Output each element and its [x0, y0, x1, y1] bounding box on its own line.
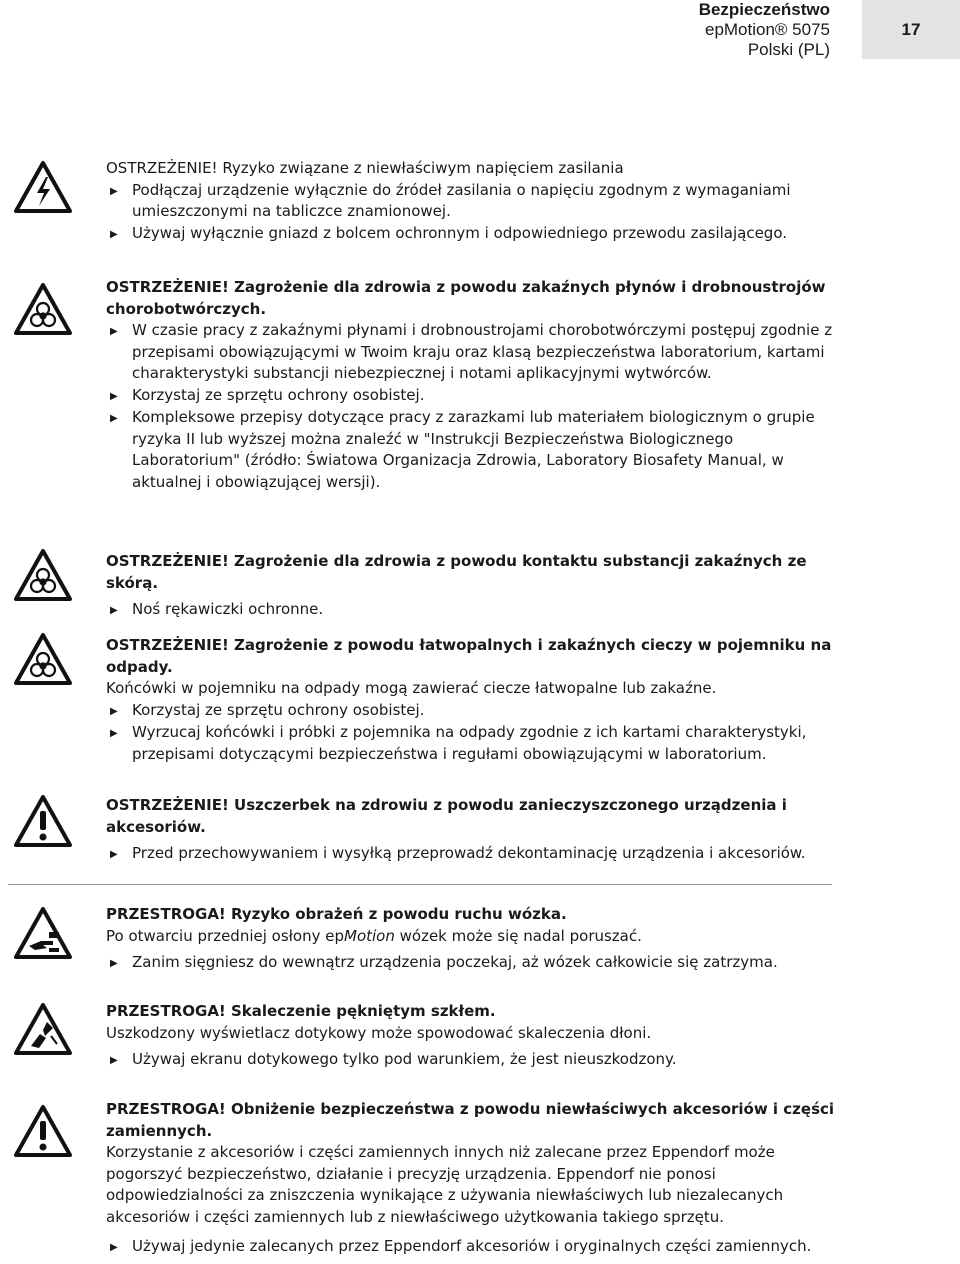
bullet-arrow-icon: ▶ — [110, 605, 118, 616]
list-item: ▶ Używaj ekranu dotykowego tylko pod warunkiem, że jest nieuszkodzony. — [106, 1049, 836, 1072]
general-warning-icon — [13, 794, 73, 848]
caution-title: PRZESTROGA! Skaleczenie pękniętym szkłem. — [106, 1002, 496, 1020]
biohazard-icon — [13, 632, 73, 686]
bullet-arrow-icon: ▶ — [110, 728, 118, 739]
warning-block — [106, 795, 836, 866]
list-item: ▶ Noś rękawiczki ochronne. — [106, 599, 836, 622]
bullet-arrow-icon: ▶ — [110, 413, 118, 424]
cut-glass-icon — [13, 1002, 73, 1056]
caution-block — [106, 1099, 836, 1259]
caution-description: Korzystanie z akcesoriów i części zamiennych innych niż zalecane przez Eppendorf może pogorszyć bezpieczeństwo, działanie i precyzję urządzenia. Eppendorf nie ponosi odpowiedzialności za zniszczenia wynikające z używania niewłaściwych lub niezalecanych akcesoriów i części zamiennych lub z niewłaściwego użytkowania takiego sprzętu. — [106, 1143, 784, 1226]
general-warning-icon — [13, 1104, 73, 1158]
hand-crush-icon — [13, 906, 73, 960]
warning-block — [106, 635, 836, 765]
bullet-arrow-icon: ▶ — [110, 849, 118, 860]
page-number: 17 — [862, 0, 960, 59]
biohazard-icon — [13, 548, 73, 602]
warning-title: OSTRZEŻENIE! Zagrożenie dla zdrowia z powodu zakaźnych płynów i drobnoustrojów chorobotwórczych. — [106, 278, 826, 318]
page-header — [699, 0, 830, 60]
list-item: ▶ W czasie pracy z zakaźnymi płynami i drobnoustrojami chorobotwórczymi postępuj zgodnie z przepisami obowiązującymi w Twoim kraju oraz klasą bezpieczeństwa laboratorium, kartami charakterystyki substancji niebezpiecznej i notami aplikacyjnymi wytwórców. — [106, 320, 836, 385]
section-divider — [8, 884, 832, 885]
caution-title: PRZESTROGA! Ryzyko obrażeń z powodu ruchu wózka. — [106, 905, 567, 923]
biohazard-icon — [13, 282, 73, 336]
language-label: Polski (PL) — [747, 40, 830, 59]
list-item: ▶ Zanim sięgniesz do wewnątrz urządzenia poczekaj, aż wózek całkowicie się zatrzyma. — [106, 952, 836, 975]
list-item: ▶ Kompleksowe przepisy dotyczące pracy z zarazkami lub materiałem biologicznym o grupie ryzyka II lub wyższej można znaleźć w "Instrukcji Bezpieczeństwa Biologicznego Laboratorium" (źródło: Światowa Organizacja Zdrowia, Laboratory Biosafety Manual, w aktualnej i obowiązującej wersji). — [106, 407, 836, 493]
caution-block — [106, 904, 836, 975]
warning-title: OSTRZEŻENIE! Uszczerbek na zdrowiu z powodu zanieczyszczonego urządzenia i akcesoriów. — [106, 796, 787, 836]
electrical-hazard-icon — [13, 160, 73, 214]
bullet-arrow-icon: ▶ — [110, 185, 118, 197]
caution-description: Uszkodzony wyświetlacz dotykowy może spowodować skaleczenia dłoni. — [106, 1023, 652, 1042]
list-item: ▶ Podłączaj urządzenie wyłącznie do źródeł zasilania o napięciu zgodnym z wymaganiami umieszczonymi na tabliczce znamionowej. — [106, 180, 836, 223]
list-item: ▶ Używaj wyłącznie gniazd z bolcem ochronnym i odpowiedniego przewodu zasilającego. — [106, 223, 836, 246]
warning-block — [106, 551, 836, 622]
list-item: ▶ Przed przechowywaniem i wysyłką przeprowadź dekontaminację urządzenia i akcesoriów. — [106, 843, 836, 866]
warning-title: OSTRZEŻENIE! Ryzyko związane z niewłaściwym napięciem zasilania — [106, 159, 624, 177]
bullet-arrow-icon: ▶ — [110, 326, 118, 337]
list-item: ▶ Korzystaj ze sprzętu ochrony osobistej. — [106, 700, 836, 723]
warning-block — [106, 158, 836, 245]
caution-description: Po otwarciu przedniej osłony epMotion wózek może się nadal poruszać. — [106, 926, 642, 945]
list-item: ▶ Używaj jedynie zalecanych przez Eppendorf akcesoriów i oryginalnych części zamiennych. — [106, 1236, 836, 1259]
caution-title: PRZESTROGA! Obniżenie bezpieczeństwa z powodu niewłaściwych akcesoriów i części zamiennych. — [106, 1100, 835, 1140]
bullet-arrow-icon: ▶ — [110, 705, 118, 717]
bullet-arrow-icon: ▶ — [110, 958, 118, 969]
bullet-arrow-icon: ▶ — [110, 228, 118, 240]
section-title: Bezpieczeństwo — [698, 0, 830, 19]
list-item: ▶ Korzystaj ze sprzętu ochrony osobistej. — [106, 385, 836, 408]
bullet-arrow-icon: ▶ — [110, 1055, 118, 1066]
warning-title: OSTRZEŻENIE! Zagrożenie dla zdrowia z powodu kontaktu substancji zakaźnych ze skórą. — [106, 552, 807, 592]
product-name: epMotion® 5075 — [704, 20, 830, 39]
bullet-arrow-icon: ▶ — [110, 1242, 118, 1253]
warning-title: OSTRZEŻENIE! Zagrożenie z powodu łatwopalnych i zakaźnych cieczy w pojemniku na odpady. — [106, 636, 832, 676]
list-item: ▶ Wyrzucaj końcówki i próbki z pojemnika na odpady zgodnie z ich kartami charakterystyki, przepisami dotyczącymi bezpieczeństwa i regułami obowiązującymi w laboratorium. — [106, 722, 836, 765]
warning-block — [106, 277, 836, 493]
warning-description: Końcówki w pojemniku na odpady mogą zawierać ciecze łatwopalne lub zakaźne. — [106, 679, 717, 697]
caution-block — [106, 1001, 836, 1072]
bullet-arrow-icon: ▶ — [110, 390, 118, 402]
